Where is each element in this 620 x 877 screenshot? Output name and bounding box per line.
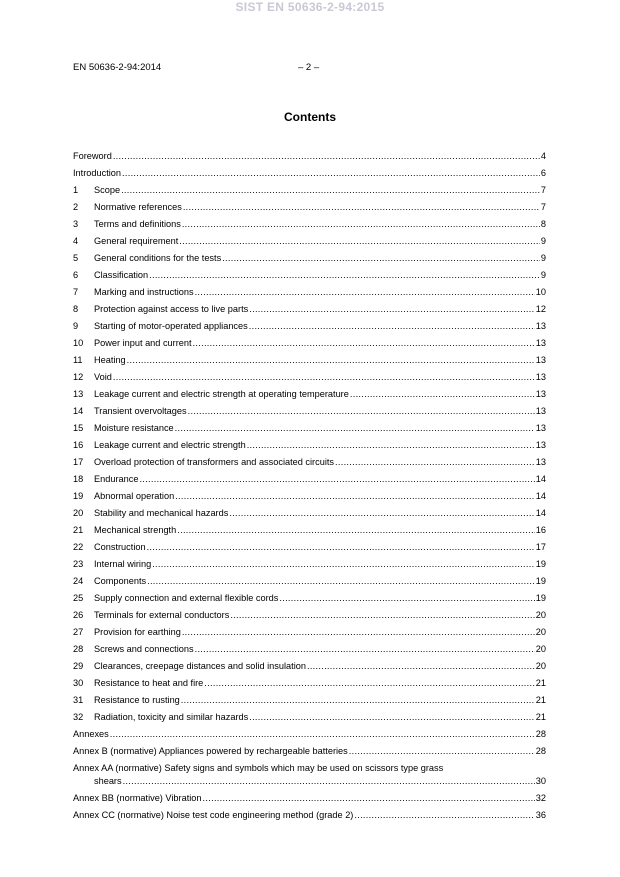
table-of-contents [73, 150, 546, 826]
toc-leader-dots [247, 439, 535, 452]
toc-entry-title: Supply connection and external flexible cords [94, 593, 279, 603]
toc-entry-page: 20 [535, 610, 546, 620]
toc-entry[interactable] [73, 592, 546, 609]
toc-leader-dots [195, 286, 535, 299]
toc-leader-dots [182, 218, 540, 231]
toc-entry-page: 13 [535, 321, 546, 331]
toc-entry-title: Screws and connections [94, 644, 194, 654]
toc-entry-page: 13 [535, 355, 546, 365]
toc-entry-page: 19 [535, 576, 546, 586]
toc-entry-number: 14 [73, 406, 84, 416]
toc-entry-title: Protection against access to live parts [94, 304, 249, 314]
toc-leader-dots [123, 775, 535, 788]
toc-entry-number: 2 [73, 202, 79, 212]
toc-entry-page: 21 [535, 712, 546, 722]
toc-entry-number: 16 [73, 440, 84, 450]
toc-leader-dots [181, 694, 535, 707]
toc-entry-page: 20 [535, 661, 546, 671]
toc-entry[interactable] [73, 201, 546, 218]
toc-entry-number: 28 [73, 644, 84, 654]
toc-leader-dots [127, 354, 535, 367]
toc-entry-title: Annex AA (normative) Safety signs and symbols which may be used on scissors type grass [73, 763, 444, 773]
toc-entry[interactable] [73, 303, 546, 320]
toc-entry[interactable] [73, 677, 546, 694]
toc-entry-title: Annexes [73, 729, 109, 739]
toc-entry-number: 19 [73, 491, 84, 501]
toc-entry-number: 25 [73, 593, 84, 603]
toc-entry-number: 10 [73, 338, 84, 348]
toc-entry-page: 13 [535, 457, 546, 467]
toc-entry-number: 29 [73, 661, 84, 671]
toc-leader-dots [182, 626, 535, 639]
toc-entry-title: Starting of motor-operated appliances [94, 321, 248, 331]
toc-entry-title: Heating [94, 355, 126, 365]
toc-entry[interactable] [73, 745, 546, 762]
toc-entry-number: 1 [73, 185, 79, 195]
toc-entry-number: 18 [73, 474, 84, 484]
toc-entry-page: 13 [535, 389, 546, 399]
toc-leader-dots [249, 320, 535, 333]
toc-entry-title: Mechanical strength [94, 525, 177, 535]
toc-entry[interactable] [73, 354, 546, 371]
toc-leader-dots [113, 150, 540, 163]
toc-entry-title: Power input and current [94, 338, 192, 348]
toc-entry-title: Resistance to heat and fire [94, 678, 204, 688]
toc-entry[interactable] [73, 337, 546, 354]
toc-leader-dots [204, 677, 534, 690]
toc-leader-dots [147, 575, 535, 588]
toc-entry[interactable] [73, 609, 546, 626]
document-id: EN 50636-2-94:2014 [73, 62, 162, 73]
toc-entry-title-continued: shears [94, 776, 122, 786]
toc-entry[interactable] [73, 184, 546, 201]
toc-entry-number: 13 [73, 389, 84, 399]
toc-entry-number: 21 [73, 525, 84, 535]
toc-entry-number: 30 [73, 678, 84, 688]
toc-entry-title: General conditions for the tests [94, 253, 222, 263]
toc-entry-title: Overload protection of transformers and associated circuits [94, 457, 335, 467]
toc-entry[interactable] [73, 167, 546, 184]
toc-leader-dots [152, 558, 535, 571]
toc-entry[interactable] [73, 456, 546, 473]
toc-entry[interactable] [73, 728, 546, 745]
toc-entry-number: 3 [73, 219, 79, 229]
toc-entry-page: 28 [535, 729, 546, 739]
toc-leader-dots [110, 728, 535, 741]
toc-leader-dots [193, 337, 535, 350]
toc-entry-title: Leakage current and electric strength at operating temperature [94, 389, 349, 399]
toc-leader-dots [229, 507, 534, 520]
toc-entries [73, 150, 546, 762]
toc-entry[interactable] [73, 490, 546, 507]
toc-entry-title: Scope [94, 185, 121, 195]
toc-leader-dots [249, 711, 535, 724]
toc-leader-dots [349, 745, 535, 758]
toc-entry[interactable] [73, 558, 546, 575]
toc-entry-title: General requirement [94, 236, 179, 246]
toc-entry-title: Annex B (normative) Appliances powered by rechargeable batteries [73, 746, 348, 756]
toc-entry-annex-bb[interactable] [73, 792, 546, 809]
toc-entry-page: 14 [535, 508, 546, 518]
toc-entry-title: Abnormal operation [94, 491, 175, 501]
toc-entry-number: 27 [73, 627, 84, 637]
toc-entry[interactable] [73, 235, 546, 252]
watermark: SIST EN 50636-2-94:2015 [235, 0, 385, 14]
toc-entry-page: 13 [535, 338, 546, 348]
toc-entry-title: Radiation, toxicity and similar hazards [94, 712, 249, 722]
toc-entry-page: 20 [535, 627, 546, 637]
toc-entry-page: 13 [535, 406, 546, 416]
toc-leader-dots [183, 201, 540, 214]
toc-entry-page: 21 [535, 678, 546, 688]
toc-entry-title: Transient overvoltages [94, 406, 187, 416]
toc-entry-annex-aa[interactable] [73, 762, 546, 792]
toc-entry[interactable] [73, 422, 546, 439]
toc-entry-page: 17 [535, 542, 546, 552]
toc-entry-number: 17 [73, 457, 84, 467]
toc-entry[interactable] [73, 269, 546, 286]
toc-entry-page: 28 [535, 746, 546, 756]
toc-entry-page: 14 [535, 491, 546, 501]
toc-entry-title: Moisture resistance [94, 423, 174, 433]
toc-entry-title: Void [94, 372, 112, 382]
toc-leader-dots [188, 405, 535, 418]
toc-leader-dots [122, 167, 540, 180]
toc-entry-title: Introduction [73, 168, 122, 178]
toc-entry-page: 19 [535, 559, 546, 569]
toc-entry-page: 6 [540, 168, 546, 178]
toc-entry[interactable] [73, 320, 546, 337]
toc-entry-page: 8 [540, 219, 546, 229]
toc-entry-title: Annex BB (normative) Vibration [73, 793, 202, 803]
toc-leader-dots [113, 371, 535, 384]
toc-leader-dots [230, 609, 534, 622]
toc-leader-dots [279, 592, 534, 605]
toc-entry-page: 21 [535, 695, 546, 705]
toc-entry-number: 15 [73, 423, 84, 433]
toc-entry[interactable] [73, 541, 546, 558]
toc-entry-title: Resistance to rusting [94, 695, 180, 705]
toc-entry-title: Components [94, 576, 147, 586]
toc-entry[interactable] [73, 286, 546, 303]
toc-entry-title: Leakage current and electric strength [94, 440, 246, 450]
toc-leader-dots [195, 643, 535, 656]
toc-entry-number: 12 [73, 372, 84, 382]
toc-entry-annex-cc[interactable] [73, 809, 546, 826]
toc-entry-title: Marking and instructions [94, 287, 194, 297]
toc-entry-number: 5 [73, 253, 79, 263]
toc-entry-number: 24 [73, 576, 84, 586]
toc-leader-dots [203, 792, 535, 805]
toc-entry-number: 4 [73, 236, 79, 246]
toc-entry-page: 14 [535, 474, 546, 484]
toc-entry[interactable] [73, 150, 546, 167]
toc-entry[interactable] [73, 711, 546, 728]
toc-entry-page: 9 [540, 253, 546, 263]
toc-entry-title: Foreword [73, 151, 112, 161]
contents-heading: Contents [284, 110, 336, 124]
toc-entry-number: 31 [73, 695, 84, 705]
toc-entry-number: 8 [73, 304, 79, 314]
toc-entry-page: 19 [535, 593, 546, 603]
toc-entry[interactable] [73, 405, 546, 422]
toc-entry-page: 13 [535, 423, 546, 433]
toc-entry-title: Construction [94, 542, 146, 552]
toc-entry-title: Classification [94, 270, 149, 280]
toc-entry[interactable] [73, 218, 546, 235]
toc-entry[interactable] [73, 388, 546, 405]
page-number: – 2 – [298, 62, 320, 73]
toc-leader-dots [335, 456, 535, 469]
toc-entry-title: Terms and definitions [94, 219, 181, 229]
toc-entry-title: Internal wiring [94, 559, 152, 569]
toc-leader-dots [175, 490, 535, 503]
toc-leader-dots [307, 660, 535, 673]
toc-entry-number: 32 [73, 712, 84, 722]
toc-entry-number: 9 [73, 321, 79, 331]
toc-entry-page: 10 [535, 287, 546, 297]
toc-leader-dots [121, 184, 540, 197]
toc-entry-page: 9 [540, 270, 546, 280]
toc-entry-page: 36 [535, 810, 546, 820]
toc-entry-title: Terminals for external conductors [94, 610, 230, 620]
toc-entry-page: 7 [540, 202, 546, 212]
toc-leader-dots [179, 235, 540, 248]
toc-leader-dots [249, 303, 535, 316]
toc-entry-title: Stability and mechanical hazards [94, 508, 229, 518]
toc-leader-dots [175, 422, 535, 435]
toc-entry-title: Endurance [94, 474, 139, 484]
toc-entry-page: 20 [535, 644, 546, 654]
toc-entry-number: 6 [73, 270, 79, 280]
toc-entry[interactable] [73, 473, 546, 490]
toc-entry-page: 32 [535, 793, 546, 803]
toc-leader-dots [139, 473, 534, 486]
toc-entry[interactable] [73, 626, 546, 643]
toc-entry-number: 11 [73, 355, 83, 365]
toc-entry[interactable] [73, 575, 546, 592]
toc-leader-dots [350, 388, 535, 401]
toc-entry-page: 16 [535, 525, 546, 535]
toc-entry-title: Clearances, creepage distances and solid insulation [94, 661, 306, 671]
toc-entry-page: 13 [535, 440, 546, 450]
toc-leader-dots [147, 541, 535, 554]
toc-entry-number: 20 [73, 508, 84, 518]
toc-entry-number: 22 [73, 542, 84, 552]
toc-leader-dots [149, 269, 540, 282]
toc-entry[interactable] [73, 252, 546, 269]
toc-entry-page: 30 [535, 776, 546, 786]
toc-entry-number: 26 [73, 610, 84, 620]
toc-entry-title: Provision for earthing [94, 627, 181, 637]
toc-entry[interactable] [73, 660, 546, 677]
toc-entry[interactable] [73, 524, 546, 541]
toc-entry-title: Normative references [94, 202, 182, 212]
toc-entry-page: 13 [535, 372, 546, 382]
toc-entry[interactable] [73, 439, 546, 456]
toc-entry-title: Annex CC (normative) Noise test code engineering method (grade 2) [73, 810, 354, 820]
toc-leader-dots [177, 524, 535, 537]
toc-entry[interactable] [73, 507, 546, 524]
toc-leader-dots [354, 809, 534, 822]
toc-entry-page: 7 [540, 185, 546, 195]
toc-entry-page: 4 [540, 151, 546, 161]
toc-entry-page: 12 [535, 304, 546, 314]
toc-leader-dots [222, 252, 540, 265]
toc-entry[interactable] [73, 643, 546, 660]
toc-entry-number: 7 [73, 287, 79, 297]
toc-entry[interactable] [73, 694, 546, 711]
toc-entry-number: 23 [73, 559, 84, 569]
toc-entry-page: 9 [540, 236, 546, 246]
toc-entry[interactable] [73, 371, 546, 388]
